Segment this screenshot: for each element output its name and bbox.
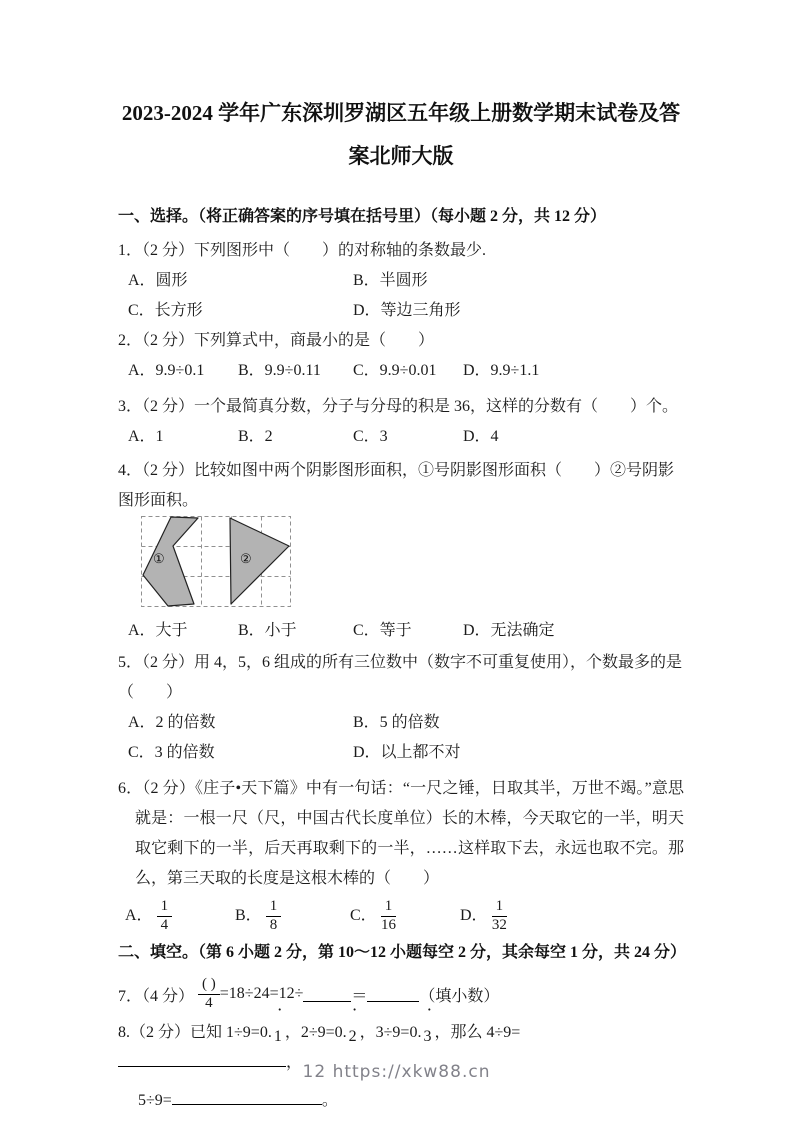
q4-options	[128, 616, 684, 646]
q5-option-a: A．2 的倍数	[128, 714, 216, 731]
repeat-digit: 1	[273, 1028, 282, 1045]
q5-stem: 5．（2 分）用 4，5，6 组成的所有三位数中（数字不可重复使用），个数最多的是（ ）	[118, 654, 683, 701]
q6-option-d-label: D．	[460, 906, 488, 924]
repeating-decimal-digit	[423, 1007, 432, 1052]
q4-option-c: C．等于	[353, 622, 412, 639]
q8-text-4: ，那么 4÷9=	[434, 1024, 521, 1041]
q8-line2-text: 5÷9=	[138, 1092, 172, 1109]
q6-stem: 6．（2 分）《庄子•天下篇》中有一句话：“一尺之锤，日取其半，万世不竭。”意思就是：一根一尺（尺，中国古代长度单位）长的木棒，今天取它的一半，明天取它剩下的一半，后天再取剩下的一半，……这样取下去，永远也取不完。那么，第三天取的长度是这根木棒的（ ）	[118, 780, 684, 887]
q7-blank-1	[303, 986, 351, 1002]
q3-option-b: B．2	[238, 428, 273, 445]
q2-option-d: D．9.9÷1.1	[463, 362, 540, 379]
repeat-dot: ˙	[352, 1007, 357, 1022]
q7-equals-sign: ＝	[351, 987, 368, 1005]
q4-option-b: B．小于	[238, 622, 297, 639]
q6-options	[125, 894, 684, 938]
fraction-denominator: 8	[269, 916, 278, 933]
q8-text-3: ，3÷9=0.	[359, 1024, 422, 1041]
fraction-denominator: 4	[160, 916, 169, 933]
fraction-numerator: ( )	[198, 977, 220, 995]
fraction	[157, 899, 173, 934]
q1-option-c: C．长方形	[128, 302, 203, 319]
q8-blank-2	[172, 1089, 322, 1105]
fraction-numerator: 1	[381, 899, 397, 917]
q3-option-d: D．4	[463, 428, 499, 445]
q4-option-a: A．大于	[128, 622, 188, 639]
shaded-shapes-grid-figure	[141, 516, 291, 608]
q6-option-a	[125, 899, 235, 934]
q7-stem	[118, 970, 684, 1022]
shape-1-label: ①	[153, 551, 165, 566]
shaded-shape-2	[230, 518, 289, 604]
q7-hint: （填小数）	[419, 987, 500, 1005]
q4-figure	[141, 516, 684, 608]
q1-option-d: D．等边三角形	[353, 302, 461, 319]
q7-blank-2	[367, 986, 419, 1002]
fraction	[266, 899, 282, 934]
repeat-digit: 2	[348, 1028, 357, 1045]
q6-option-a-label: A．	[125, 906, 153, 924]
q6-option-c-label: C．	[350, 906, 377, 924]
q3-stem: 3．（2 分）一个最简真分数，分子与分母的积是 36，这样的分数有（ ）个。	[118, 398, 679, 415]
q5-option-c: C．3 的倍数	[128, 744, 215, 761]
q2-option-c: C．9.9÷0.01	[353, 362, 437, 379]
q2-stem: 2．（2 分）下列算式中，商最小的是（ ）	[118, 332, 435, 349]
repeating-decimal-digit	[273, 1007, 283, 1052]
section2-heading: 二、填空。（第 6 小题 2 分，第 10～12 小题每空 2 分，其余每空 1 分，共 24 分）	[118, 944, 687, 961]
fraction-denominator: 16	[380, 916, 396, 933]
q6-option-d	[460, 899, 684, 934]
fraction-numerator: 1	[157, 899, 173, 917]
q4-option-d: D．无法确定	[463, 622, 555, 639]
q8-text-5: ，	[286, 1054, 303, 1071]
exam-page-content	[118, 0, 687, 1116]
q7-equation-text: =18÷24=12÷	[219, 985, 304, 1002]
page-footer: 12 https://xkw88.cn	[302, 1062, 491, 1082]
repeating-decimal-digit	[348, 1007, 357, 1052]
repeat-dot: ˙	[427, 1007, 432, 1022]
q1-option-b: B．半圆形	[353, 272, 428, 289]
q8-label: 8.（2 分）	[118, 1024, 191, 1041]
fraction-numerator: 1	[266, 899, 282, 917]
shaded-shape-1	[143, 517, 198, 606]
q6-option-c	[350, 899, 460, 934]
q2-options	[128, 356, 684, 386]
q5-option-b: B．5 的倍数	[353, 714, 440, 731]
q3-options	[128, 422, 684, 452]
page-title: 2023-2024 学年广东深圳罗湖区五年级上册数学期末试卷及答案北师大版	[121, 101, 681, 168]
section1-heading: 一、选择。（将正确答案的序号填在括号里）（每小题 2 分，共 12 分）	[118, 208, 607, 225]
shape-2-label: ②	[240, 551, 252, 566]
q8-stem-line2	[118, 1086, 684, 1116]
q3-option-c: C．3	[353, 428, 388, 445]
q7-label: 7．（4 分）	[118, 987, 195, 1005]
q6-option-b-label: B．	[235, 906, 262, 924]
q5-option-d: D．以上都不对	[353, 744, 461, 761]
q8-text-1: 已知 1÷9=0.	[190, 1024, 272, 1041]
q1-options	[128, 266, 684, 326]
fraction	[198, 977, 220, 1012]
q6-option-b	[235, 899, 350, 934]
fraction	[381, 899, 397, 934]
q8-line2-end: 。	[321, 1092, 338, 1109]
q2-option-a: A．9.9÷0.1	[128, 362, 205, 379]
q8-text-2: ，2÷9=0.	[284, 1024, 347, 1041]
q1-stem: 1．（2 分）下列图形中（ ）的对称轴的条数最少.	[118, 242, 487, 259]
fraction-denominator: 4	[205, 994, 213, 1011]
repeat-dot: ˙	[277, 1007, 283, 1022]
q4-stem: 4．（2 分）比较如图中两个阴影图形面积，①号阴影图形面积（ ）②号阴影图形面积。	[118, 462, 675, 509]
fraction	[492, 899, 508, 934]
q1-option-a: A．圆形	[128, 272, 188, 289]
fraction-denominator: 32	[491, 916, 507, 933]
repeat-digit: 3	[423, 1028, 432, 1045]
q3-option-a: A．1	[128, 428, 164, 445]
fraction-numerator: 1	[492, 899, 508, 917]
q5-options	[128, 708, 684, 768]
q2-option-b: B．9.9÷0.11	[238, 362, 321, 379]
